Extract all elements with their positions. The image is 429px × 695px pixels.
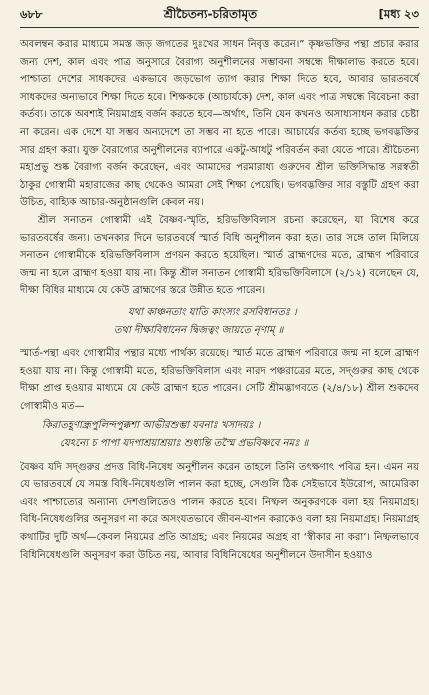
paragraph-4: বৈষ্ণব যদি সদ্গুরুর প্রদত্ত বিধি-নিষেধ অনুশীলন করেন তাহলে তিনি তৎক্ষণাৎ পবিত্র হন। এমন নয় যে ভারতবর্ষে যে সমস্ত বিধি-নিষেধগুলি পালন করা হচ্ছে, সেগুলি ঠিক সেইভাবে ইউরোপ, আমেরিকা এবং পাশ্চাত্যের অন্যান্য দেশগুলিতেও পালন করতে হবে। নিষ্ফল অনুকরণকে বলা হয় নিয়মাগ্রহ। বিধি-নিষেধগুলির অনুসরণ না করে অসংযতভাবে জীবন-যাপন করাকেও বলা হয় নিয়মাগ্রহ। নিয়মাগ্রহ কথাটির দুটি অর্থ—কেবল নিয়মের প্রতি আগ্রহ; এবং নিয়মের অগ্রহ বা ‘স্বীকার না করা’। নিষ্ফলভাবে বিধিনিষেধগুলি অনুসরণ করা উচিত নয়, আবার বিধিনিষেধের অনুশীলনে উদাসীন হওয়াও — [20, 461, 419, 561]
book-title: শ্রীচৈতন্য-চরিতামৃত — [163, 7, 258, 21]
page-number: ৬৮৮ — [20, 7, 43, 21]
verse-1-line-1: যথা কাঞ্চনতাং যাতি কাংস্যং রসবিধানতঃ । — [128, 306, 297, 318]
verse-1-line-2: তথা দীক্ষাবিধানেন দ্বিজত্বং জায়তে নৃণাম্‌ ॥ — [114, 324, 284, 336]
paragraph-2: শ্রীল সনাতন গোস্বামী এই বৈষ্ণব-স্মৃতি, হরিভক্তিবিলাস রচনা করেছেন, যা বিশেষ করে ভারতবর্ষের জন্য। তখনকার দিনে ভারতবর্ষে স্মার্ত বিধি অনুশীলন করা হত। তার সঙ্গে তাল মিলিয়ে সনাতন গোস্বামীকে হরিভক্তিবিলাস প্রণয়ন করতে হয়েছিল। স্মার্ত ব্রাহ্মণদের মতে, ব্রাহ্মণ পরিবারে জন্ম না হলে ব্রাহ্মণ হওয়া যায় না। কিন্তু শ্রীল সনাতন গোস্বামী হরিভক্তিবিলাসে (২/১২) বলেছেন যে, দীক্ষা বিধির মাধ্যমে যে কেউ ব্রাহ্মণের স্তরে উন্নীত হতে পারেন। — [20, 214, 419, 297]
chapter-label: [মধ্য ২৩ — [378, 7, 419, 21]
verse-quote-2 — [20, 417, 419, 452]
header-rule — [20, 27, 419, 28]
page-header — [20, 6, 419, 24]
verse-2-line-2: যেঽন্যে চ পাপা যদপাশ্রয়াশ্রয়াঃ শুধ্যন্তি তস্মৈ প্রভবিষ্ণবে নমঃ ॥ — [60, 438, 309, 450]
verse-quote-1 — [20, 304, 419, 339]
verse-2-line-1: কিরাতহূণান্ধ্রপুলিন্দপুক্কশা আভীরশুম্ভা যবনাঃ খসাদয়ঃ । — [42, 420, 261, 432]
paragraph-1: অবলম্বন করার মাধ্যমে সমস্ত জড় জগতের দুঃখের সাধন নিবৃত্ত করেন।” কৃষ্ণভক্তির পন্থা প্রচার করার জন্য দেশ, কাল এবং পাত্র অনুসারে বৈরাগ্য অনুশীলনের সম্ভাবনা সম্বন্ধে দীক্ষালাভ করতে হবে। পাশ্চাত্য দেশের সাধকদের একভাবে জড়ভোগ ত্যাগ করার শিক্ষা দিতে হবে, আবার ভারতবর্ষে সাধকদের অন্যভাবে শিক্ষা দিতে হবে। শিক্ষককে (আচার্যকে) দেশ, কাল এবং পাত্র সম্বন্ধে বিবেচনা করা কর্তব্য। তাকে অবশ্যই নিয়মাগ্রহ বর্জন করতে হবে—অর্থাৎ, তিনি যেন কখনও অসাধ্যসাধন করার চেষ্টা না করেন। এক দেশে যা সম্ভব অন্যদেশে তা সম্ভব না হতে পারে। আচার্যের কর্তব্য হচ্ছে ভগবদ্ভক্তির সার গ্রহণ করা। যুক্ত বৈরাগ্যের অনুশীলনের ব্যাপারে একটু-আধটু পরিবর্তন করা যেতে পারে। শ্রীচৈতন্য মহাপ্রভু শুষ্ক বৈরাগ্য বর্জন করেছেন, এবং আমাদের পরমারাধ্য গুরুদেব শ্রীল ভক্তিসিদ্ধান্ত সরস্বতী ঠাকুর গোস্বামী মহারাজের কাছ থেকেও আমরা সেই শিক্ষা পেয়েছি। ভগবদ্ভক্তির সার বস্তুটি গ্রহণ করা উচিত, বাহ্যিক আচার-অনুষ্ঠানগুলি কেবল নয়। — [20, 39, 419, 209]
paragraph-3: স্মার্ত-পন্থা এবং গোস্বামীর পন্থার মধ্যে পার্থক্য রয়েছে। স্মার্ত মতে ব্রাহ্মণ পরিবারে জন্ম না হলে ব্রাহ্মণ হওয়া যায় না। কিন্তু গোস্বামী মতে, হরিভক্তিবিলাস এবং নারদ পঞ্চরাত্রের মতে, সদ্গুরুর কাছ থেকে দীক্ষা প্রাপ্ত হওয়ার মাধ্যমে যে কেউ ব্রাহ্মণ হতে পারেন। সেটি শ্রীমদ্ভাগবতে (২/৪/১৮) শ্রীল শুকদেব গোস্বামীও মত— — [20, 348, 419, 412]
